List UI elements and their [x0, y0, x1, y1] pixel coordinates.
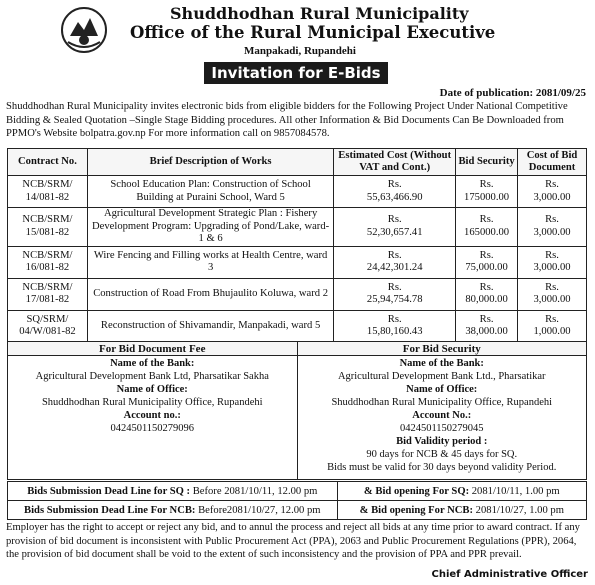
sq-submission-deadline: [8, 482, 338, 501]
sq-deadline-row: [8, 482, 587, 501]
ncb-bid-opening: [337, 501, 586, 520]
validity-line-1: 90 days for NCB & 45 days for SQ.: [366, 449, 518, 460]
nepal-government-emblem-icon: [60, 6, 108, 54]
sq-deadline-label: Bids Submission Dead Line for SQ :: [27, 485, 191, 497]
publication-date: Date of publication: 2081/09/25: [439, 87, 586, 99]
org-name: Shuddhodhan Rural Municipality: [170, 4, 469, 23]
security-office-name: Shuddhodhan Rural Municipality Office, Rupandehi: [331, 397, 553, 408]
office-label: Name of Office:: [116, 384, 188, 395]
doc-cost: Rs. 1,000.00: [518, 310, 587, 342]
office-label: Name of Office:: [406, 384, 478, 395]
work-description: Construction of Road From Bhujaulito Koluwa, ward 2: [87, 278, 333, 310]
contract-no: NCB/SRM/ 15/081-82: [8, 208, 88, 247]
ncb-deadline-value: Before2081/10/27, 12.00 pm: [198, 504, 321, 516]
bid-security: Rs. 80,000.00: [456, 278, 518, 310]
fee-bank-name: Agricultural Development Bank Ltd, Pharsatikar Sakha: [35, 371, 269, 382]
estimated-cost: Rs. 15,80,160.43: [334, 310, 456, 342]
col-header-description: Brief Description of Works: [87, 149, 333, 176]
table-row: [8, 278, 587, 310]
ncb-deadline-label: Bids Submission Dead Line For NCB:: [24, 504, 196, 516]
notice-title: Invitation for E-Bids: [204, 62, 388, 84]
doc-cost: Rs. 3,000.00: [518, 208, 587, 247]
contract-no: NCB/SRM/ 14/081-82: [8, 176, 88, 208]
estimated-cost: Rs. 25,94,754.78: [334, 278, 456, 310]
bank-details-table: [7, 341, 587, 480]
works-table: [7, 148, 587, 343]
bid-security: Rs. 165000.00: [456, 208, 518, 247]
security-bank-name: Agricultural Development Bank Ltd., Pharsatikar: [337, 371, 546, 382]
ncb-opening-label: & Bid opening For NCB:: [359, 504, 474, 516]
estimated-cost: Rs. 24,42,301.24: [334, 246, 456, 278]
sq-deadline-value: Before 2081/10/11, 12.00 pm: [192, 485, 318, 497]
doc-cost: Rs. 3,000.00: [518, 278, 587, 310]
table-row: [8, 246, 587, 278]
table-row: [8, 208, 587, 247]
col-header-doc-cost: Cost of Bid Document: [518, 149, 587, 176]
bid-security: Rs. 75,000.00: [456, 246, 518, 278]
col-header-estimated-cost: Estimated Cost (Without VAT and Cont.): [334, 149, 456, 176]
ncb-submission-deadline: [8, 501, 338, 520]
work-description: School Education Plan: Construction of School Building at Puraini School, Ward 5: [87, 176, 333, 208]
sq-opening-label: & Bid opening For SQ:: [363, 485, 470, 497]
doc-cost: Rs. 3,000.00: [518, 246, 587, 278]
fee-office-name: Shuddhodhan Rural Municipality Office, Rupandehi: [41, 397, 263, 408]
works-table-header: [8, 149, 587, 176]
bid-fee-details: [8, 356, 298, 480]
contract-no: NCB/SRM/ 16/081-82: [8, 246, 88, 278]
account-label: Account no.:: [123, 410, 181, 421]
doc-cost: Rs. 3,000.00: [518, 176, 587, 208]
bank-label: Name of the Bank:: [399, 358, 484, 369]
account-label: Account No.:: [412, 410, 472, 421]
bid-security-details: [297, 356, 587, 480]
org-address: Manpakadi, Rupandehi: [244, 45, 356, 57]
validity-label: Bid Validity period :: [396, 436, 488, 447]
work-description: Wire Fencing and Filling works at Health Centre, ward 3: [87, 246, 333, 278]
table-row: [8, 176, 587, 208]
notice-header: [0, 0, 595, 110]
security-account-number: 0424501150279045: [399, 423, 484, 434]
bid-fee-header: For Bid Document Fee: [8, 342, 298, 356]
office-name: Office of the Rural Municipal Executive: [130, 23, 496, 42]
fee-account-number: 0424501150279096: [110, 423, 195, 434]
sq-bid-opening: [337, 482, 586, 501]
deadline-table: [7, 481, 587, 520]
table-row: [8, 310, 587, 342]
validity-line-2: Bids must be valid for 30 days beyond validity Period.: [327, 462, 557, 473]
bid-security: Rs. 38,000.00: [456, 310, 518, 342]
bid-security: Rs. 175000.00: [456, 176, 518, 208]
signature: Chief Administrative Officer: [431, 569, 588, 580]
work-description: Agricultural Development Strategic Plan : Fishery Development Program: Upgrading of Pond/Lake, ward-1 & 6: [87, 208, 333, 247]
sq-opening-value: 2081/10/11, 1.00 pm: [471, 485, 560, 497]
contract-no: NCB/SRM/ 17/081-82: [8, 278, 88, 310]
bank-label: Name of the Bank:: [110, 358, 195, 369]
col-header-bid-security: Bid Security: [456, 149, 518, 176]
bid-security-header: For Bid Security: [297, 342, 587, 356]
estimated-cost: Rs. 52,30,657.41: [334, 208, 456, 247]
col-header-contract: Contract No.: [8, 149, 88, 176]
intro-paragraph: Shuddhodhan Rural Municipality invites electronic bids from eligible bidders for the Following Project Under National Competitive Bidding & Sealed Quotation –Single Stage Bidding procedures. All other Information & Bid Documents Can Be Downloaded from PPMO's Website bolpatra.gov.np For more information call on 9857084578.: [6, 101, 568, 139]
contract-no: SQ/SRM/ 04/W/081-82: [8, 310, 88, 342]
work-description: Reconstruction of Shivamandir, Manpakadi, ward 5: [87, 310, 333, 342]
ncb-deadline-row: [8, 501, 587, 520]
ncb-opening-value: 2081/10/27, 1.00 pm: [475, 504, 564, 516]
estimated-cost: Rs. 55,63,466.90: [334, 176, 456, 208]
footer-paragraph: Employer has the right to accept or reject any bid, and to annul the process and reject all bids at any time prior to award contract. If any provision of bid document is inconsistent with Public Procurement Act (PPA), 2063 and Public Procurement Regulations (PPR), 2064, the provision of bid document shall be void to the extent of such inconsistency and the provision of PPA and PPR prevail.: [6, 522, 580, 560]
